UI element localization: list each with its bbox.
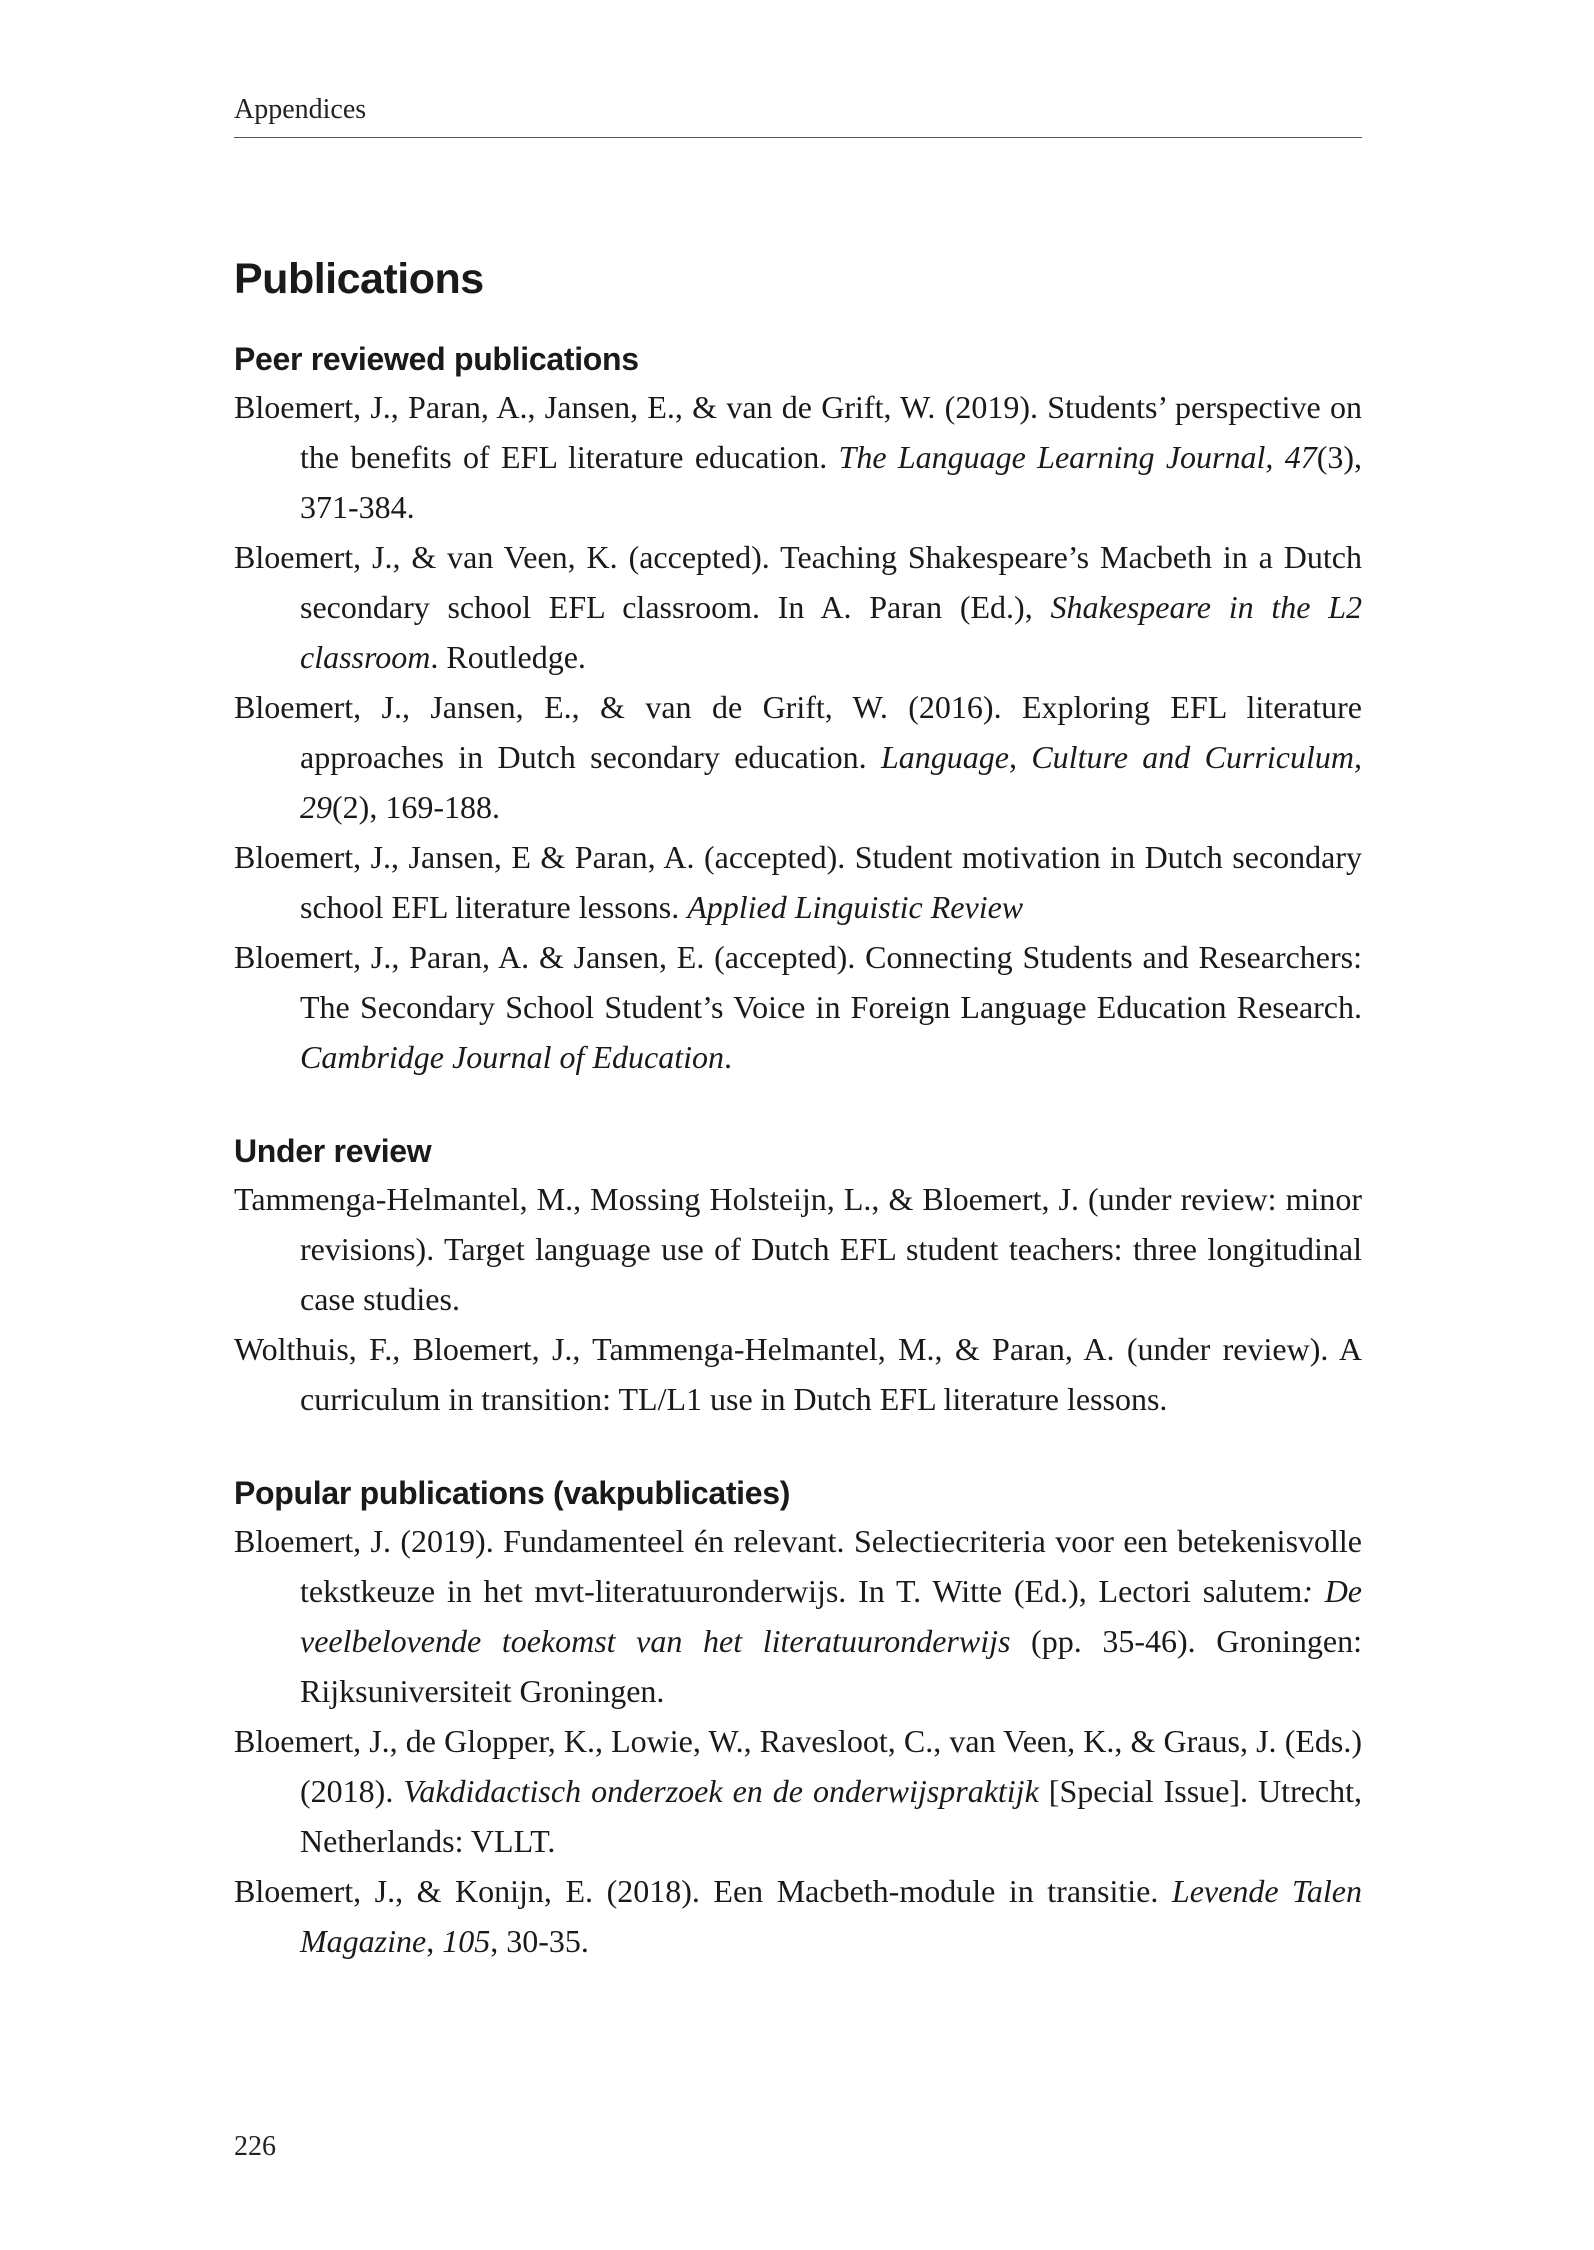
reference-text: Bloemert, J. (2019). Fundamenteel én relevant. Selectiecriteria voor een betekenisvolle tekstkeuze in het mvt-literatuuronderwijs. In T. Witte (Ed.), Lectori salutem bbox=[234, 1523, 1362, 1609]
reference-italic: Language, Culture and Curriculum, 29 bbox=[300, 739, 1363, 825]
reference-text: Bloemert, J., & van Veen, K. (accepted). Teaching Shakespeare’s Macbeth in a Dutch secondary school EFL classroom. In A. Paran (Ed.), bbox=[234, 539, 1362, 625]
reference-italic: Applied Linguistic Review bbox=[687, 889, 1024, 925]
reference-entry bbox=[234, 1324, 1362, 1424]
reference-italic: : De veelbelovende toekomst van het literatuuronderwijs bbox=[300, 1573, 1363, 1659]
section-heading: Popular publications (vakpublicaties) bbox=[234, 1475, 791, 1511]
reference-text: (2), 169-188. bbox=[332, 789, 500, 825]
reference-text: Bloemert, J., & Konijn, E. (2018). Een Macbeth-module in transitie. bbox=[234, 1873, 1172, 1909]
reference-italic: Shakespeare in the L2 classroom bbox=[300, 589, 1362, 675]
reference-entry bbox=[234, 682, 1362, 832]
section-peer-reviewed bbox=[234, 336, 1362, 1082]
running-header: Appendices bbox=[234, 94, 367, 125]
reference-text: , bbox=[426, 1923, 443, 1959]
reference-entry bbox=[234, 1174, 1362, 1324]
reference-entry bbox=[234, 1866, 1362, 1966]
reference-entry bbox=[234, 532, 1362, 682]
publications-content bbox=[234, 336, 1362, 2012]
reference-text: Bloemert, J., Paran, A., Jansen, E., & van de Grift, W. (2019). Students’ perspective on the benefits of EFL literature education. bbox=[234, 389, 1362, 475]
reference-entry bbox=[234, 382, 1362, 532]
reference-text: . Routledge. bbox=[430, 639, 586, 675]
reference-entry bbox=[234, 832, 1362, 932]
section-under-review bbox=[234, 1128, 1362, 1424]
reference-entry bbox=[234, 1716, 1362, 1866]
reference-text: (pp. 35-46). Groningen: Rijksuniversiteit Groningen. bbox=[300, 1623, 1363, 1709]
header-rule bbox=[234, 137, 1362, 138]
reference-entry bbox=[234, 932, 1362, 1082]
reference-text: , 30-35. bbox=[490, 1923, 589, 1959]
reference-text: Bloemert, J., Jansen, E., & van de Grift, W. (2016). Exploring EFL literature approaches in Dutch secondary education. bbox=[234, 689, 1362, 775]
reference-italic: Levende Talen Magazine bbox=[300, 1873, 1363, 1959]
section-popular bbox=[234, 1470, 1362, 1966]
reference-italic: The Language Learning Journal, 47 bbox=[838, 439, 1317, 475]
reference-text: . bbox=[723, 1039, 732, 1075]
section-heading: Under review bbox=[234, 1133, 432, 1169]
reference-text: Wolthuis, F., Bloemert, J., Tammenga-Helmantel, M., & Paran, A. (under review). A curriculum in transition: TL/L1 use in Dutch EFL literature lessons. bbox=[234, 1331, 1362, 1417]
reference-italic: 105 bbox=[442, 1923, 491, 1959]
reference-text: [Special Issue]. Utrecht, Netherlands: VLLT. bbox=[300, 1773, 1363, 1859]
reference-text: Bloemert, J., Paran, A. & Jansen, E. (accepted). Connecting Students and Researchers: The Secondary School Student’s Voice in Foreign Language Education Research. bbox=[234, 939, 1362, 1025]
page-title: Publications bbox=[234, 254, 484, 303]
reference-text: Bloemert, J., de Glopper, K., Lowie, W., Ravesloot, C., van Veen, K., & Graus, J. (Eds.) (2018). bbox=[234, 1723, 1362, 1809]
reference-italic: Vakdidactisch onderzoek en de onderwijspraktijk bbox=[403, 1773, 1039, 1809]
section-heading: Peer reviewed publications bbox=[234, 341, 639, 377]
page-number: 226 bbox=[234, 2131, 276, 2162]
reference-text: (3), 371-384. bbox=[300, 439, 1363, 525]
reference-text: Tammenga-Helmantel, M., Mossing Holsteijn, L., & Bloemert, J. (under review: minor revisions). Target language use of Dutch EFL student teachers: three longitudinal case studies. bbox=[234, 1181, 1362, 1317]
reference-entry bbox=[234, 1516, 1362, 1716]
reference-italic: Cambridge Journal of Education bbox=[300, 1039, 724, 1075]
reference-text: Bloemert, J., Jansen, E & Paran, A. (accepted). Student motivation in Dutch secondary school EFL literature lessons. bbox=[234, 839, 1362, 925]
